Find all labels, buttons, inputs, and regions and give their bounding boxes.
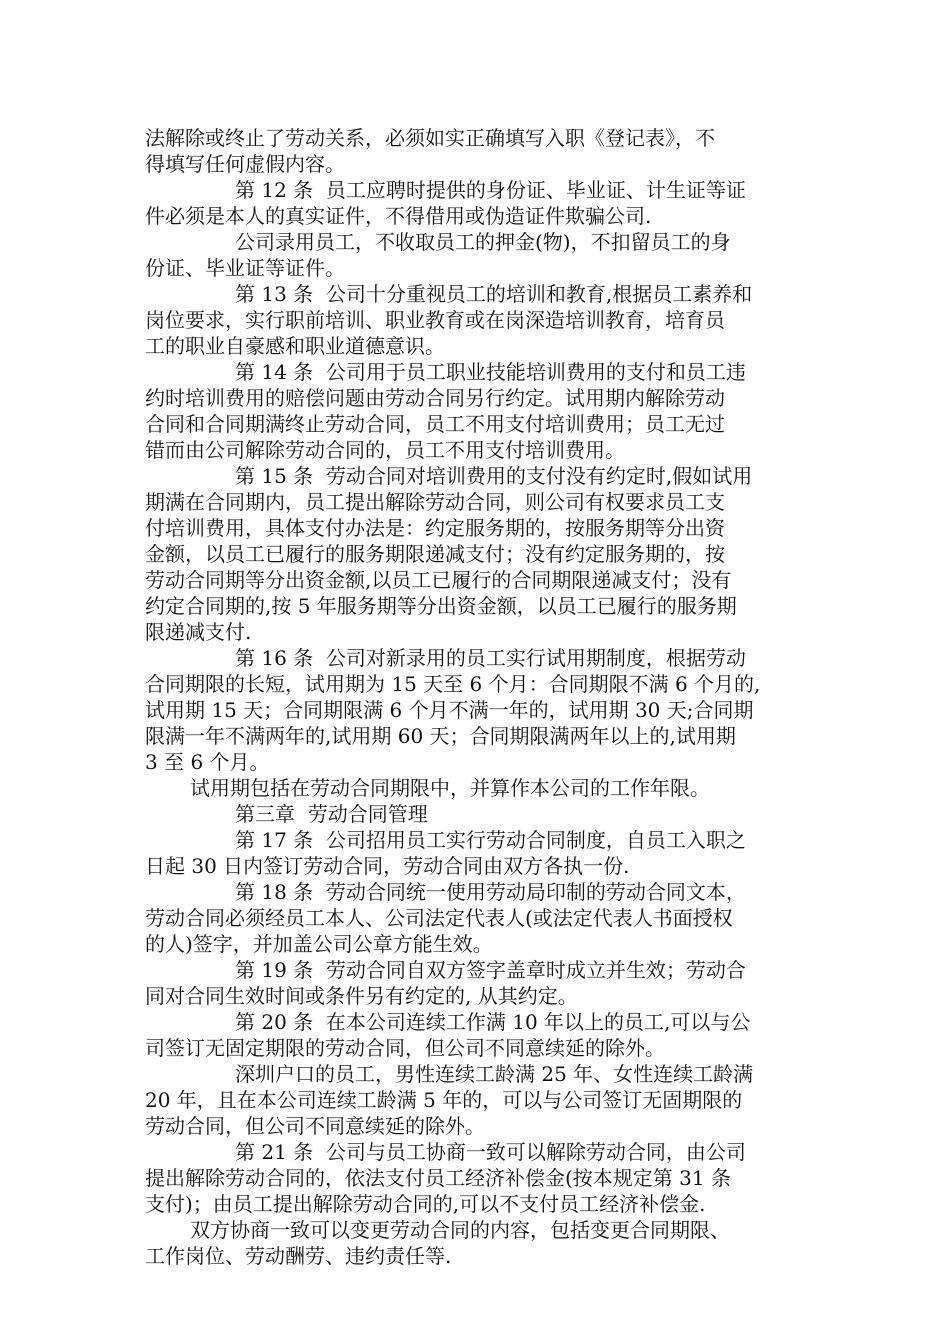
document-text-line: 付培训费用，具体支付办法是：约定服务期的，按服务期等分出资	[145, 516, 725, 540]
document-text-line: 金额，以员工已履行的服务期限递减支付；没有约定服务期的，按	[145, 542, 725, 566]
document-text-line: 的人)签字，并加盖公司公章方能生效。	[145, 932, 493, 956]
document-text-line: 得填写任何虚假内容。	[145, 152, 345, 176]
document-text-line: 深圳户口的员工，男性连续工龄满 25 年、女性连续工龄满	[235, 1062, 754, 1086]
document-text-line: 第 13 条 公司十分重视员工的培训和教育,根据员工素养和	[235, 282, 753, 306]
document-text-line: 错而由公司解除劳动合同的，员工不用支付培训费用。	[145, 438, 625, 462]
document-text-line: 岗位要求，实行职前培训、职业教育或在岗深造培训教育，培育员	[145, 308, 725, 332]
document-text-line: 3 至 6 个月。	[145, 750, 270, 774]
document-text-line: 提出解除劳动合同的，依法支付员工经济补偿金(按本规定第 31 条	[145, 1166, 731, 1190]
document-text-line: 份证、毕业证等证件。	[145, 256, 345, 280]
document-text-line: 日起 30 日内签订劳动合同，劳动合同由双方各执一份.	[145, 854, 630, 878]
document-text-line: 同对合同生效时间或条件另有约定的, 从其约定。	[145, 984, 578, 1008]
document-text-line: 第 17 条 公司招用员工实行劳动合同制度，自员工入职之	[235, 828, 746, 852]
document-text-line: 限满一年不满两年的,试用期 60 天；合同期限满两年以上的,试用期	[145, 724, 736, 748]
document-text-line: 第 20 条 在本公司连续工作满 10 年以上的员工,可以与公	[235, 1010, 751, 1034]
document-text-line: 劳动合同必须经员工本人、公司法定代表人(或法定代表人书面授权	[145, 906, 733, 930]
document-text-line: 工作岗位、劳动酬劳、违约责任等.	[145, 1244, 452, 1268]
document-text-line: 第 16 条 公司对新录用的员工实行试用期制度，根据劳动	[235, 646, 746, 670]
document-text-line: 试用期包括在劳动合同期限中，并算作本公司的工作年限。	[190, 776, 710, 800]
document-text-line: 约时培训费用的赔偿问题由劳动合同另行约定。试用期内解除劳动	[145, 386, 725, 410]
document-text-line: 合同和合同期满终止劳动合同，员工不用支付培训费用；员工无过	[145, 412, 725, 436]
document-text-line: 工的职业自豪感和职业道德意识。	[145, 334, 445, 358]
document-text-line: 约定合同期的,按 5 年服务期等分出资金额，以员工已履行的服务期	[145, 594, 737, 618]
document-text-line: 限递减支付.	[145, 620, 252, 644]
document-text-line: 双方协商一致可以变更劳动合同的内容，包括变更合同期限、	[190, 1218, 730, 1242]
document-text-line: 合同期限的长短，试用期为 15 天至 6 个月：合同期限不满 6 个月的,	[145, 672, 761, 696]
document-text-line: 支付)；由员工提出解除劳动合同的,可以不支付员工经济补偿金.	[145, 1192, 706, 1216]
document-text-line: 公司录用员工，不收取员工的押金(物)，不扣留员工的身	[235, 230, 731, 254]
document-text-line: 第 15 条 劳动合同对培训费用的支付没有约定时,假如试用	[235, 464, 753, 488]
document-text-line: 20 年，且在本公司连续工龄满 5 年的，可以与公司签订无固期限的	[145, 1088, 743, 1112]
document-text-line: 第 14 条 公司用于员工职业技能培训费用的支付和员工违	[235, 360, 746, 384]
document-text-line: 劳动合同期等分出资金额,以员工已履行的合同期限递减支付；没有	[145, 568, 732, 592]
document-text-line: 期满在合同期内，员工提出解除劳动合同，则公司有权要求员工支	[145, 490, 725, 514]
document-text-line: 试用期 15 天；合同期限满 6 个月不满一年的，试用期 30 天;合同期	[145, 698, 754, 722]
document-text-line: 司签订无固定期限的劳动合同，但公司不同意续延的除外。	[145, 1036, 665, 1060]
document-text-line: 第 21 条 公司与员工协商一致可以解除劳动合同，由公司	[235, 1140, 746, 1164]
document-text-line: 件必须是本人的真实证件，不得借用或伪造证件欺骗公司.	[145, 204, 652, 228]
document-text-line: 第 19 条 劳动合同自双方签字盖章时成立并生效；劳动合	[235, 958, 746, 982]
document-body-text	[145, 125, 815, 1269]
document-text-line: 第 12 条 员工应聘时提供的身份证、毕业证、计生证等证	[235, 178, 746, 202]
document-text-line: 法解除或终止了劳动关系，必须如实正确填写入职《登记表》，不	[145, 126, 715, 150]
document-text-line: 第三章 劳动合同管理	[235, 802, 428, 826]
document-text-line: 第 18 条 劳动合同统一使用劳动局印制的劳动合同文本，	[235, 880, 746, 904]
document-text-line: 劳动合同，但公司不同意续延的除外。	[145, 1114, 485, 1138]
